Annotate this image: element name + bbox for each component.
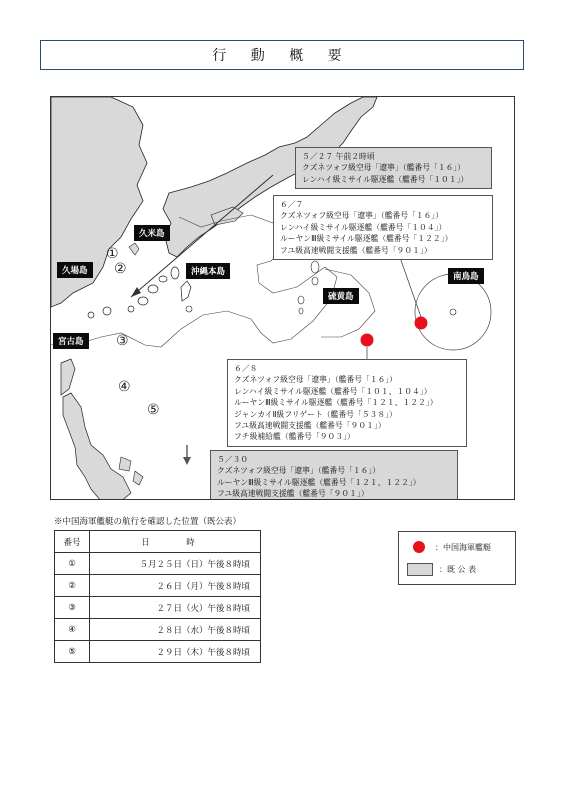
callout-may30: ５／３０ クズネツォフ級空母「遼寧」（艦番号「１６」） ルーヤンⅢ級ミサイル駆逐艦（艦番号「１２１、１２２」） フユ級高速戦闘支援艦（艦番号「９０１」） <box>210 450 458 500</box>
map <box>50 96 515 500</box>
page-title: 行 動 概 要 <box>40 40 524 70</box>
label-miyako-island: 宮古島 <box>53 333 89 349</box>
table-header-row <box>55 531 261 553</box>
red-dot-icon <box>413 541 425 553</box>
position-number-4: ④ <box>118 379 131 395</box>
callout-may27: ５／２７ 午前２時頃 クズネツォフ級空母「遼寧」（艦番号「１６」） レンハイ級ミサイル駆逐艦（艦番号「１０１」） <box>295 147 492 189</box>
philippines <box>63 393 131 500</box>
table-note: ※中国海軍艦艇の航行を確認した位置（既公表） <box>54 517 242 527</box>
table-row: ① ５月２５日（日）午後８時頃 <box>55 553 261 575</box>
ship-position-jun7 <box>415 317 428 330</box>
header-number: 番号 <box>55 531 90 553</box>
callout-jun7: ６／７ クズネツォフ級空母「遼寧」（艦番号「１６」） レンハイ級ミサイル駆逐艦（艦番号「１０４」） ルーヤンⅢ級ミサイル駆逐艦（艦番号「１２２」） フユ級高速戦闘支援艦（艦番号「９０１」） <box>273 195 493 260</box>
taiwan <box>61 359 75 395</box>
legend-announced-label: ：既 公 表 <box>439 565 477 574</box>
ogasawara-islands <box>298 261 319 314</box>
table-row: ⑤ ２９日（木）午後８時頃 <box>55 641 261 663</box>
label-kuba-island: 久場島 <box>57 262 93 278</box>
positions-table <box>54 530 261 663</box>
label-minamitori-island: 南鳥島 <box>448 268 484 284</box>
position-number-3: ③ <box>116 333 129 349</box>
okinawa-island <box>181 281 191 301</box>
legend-ship-label: ：中国海軍艦艇 <box>435 542 491 552</box>
nansei-islands <box>88 267 179 318</box>
callout-jun8: ６／８ クズネツォフ級空母「遼寧」（艦番号「１６」） レンハイ級ミサイル駆逐艦（艦番号「１０１、１０４」） ルーヤンⅢ級ミサイル駆逐艦（艦番号「１２１、１２２」） ジャンカイⅡ級フリゲート（艦番号「５３８」） フユ級高速戦闘支援艦（艦番号「９０１」） フチ級補給艦（艦番号「９０３」） <box>227 359 467 447</box>
position-number-2: ② <box>114 261 127 277</box>
position-number-1: ① <box>106 246 119 262</box>
map-legend <box>398 531 516 585</box>
legend-ship-row <box>407 541 491 553</box>
table-row: ④ ２８日（水）午後８時頃 <box>55 619 261 641</box>
ship-position-jun8 <box>361 334 374 347</box>
label-kume-island: 久米島 <box>134 225 170 241</box>
legend-announced-row <box>407 563 476 576</box>
label-iwo-island: 硫黄島 <box>323 288 359 304</box>
table-row: ③ ２７日（火）午後８時頃 <box>55 597 261 619</box>
position-number-5: ⑤ <box>147 402 160 418</box>
table-row: ② ２６日（月）午後８時頃 <box>55 575 261 597</box>
header-datetime: 日 時 <box>90 531 261 553</box>
label-okinawa-island: 沖縄本島 <box>186 263 230 279</box>
gray-box-icon <box>407 563 433 576</box>
